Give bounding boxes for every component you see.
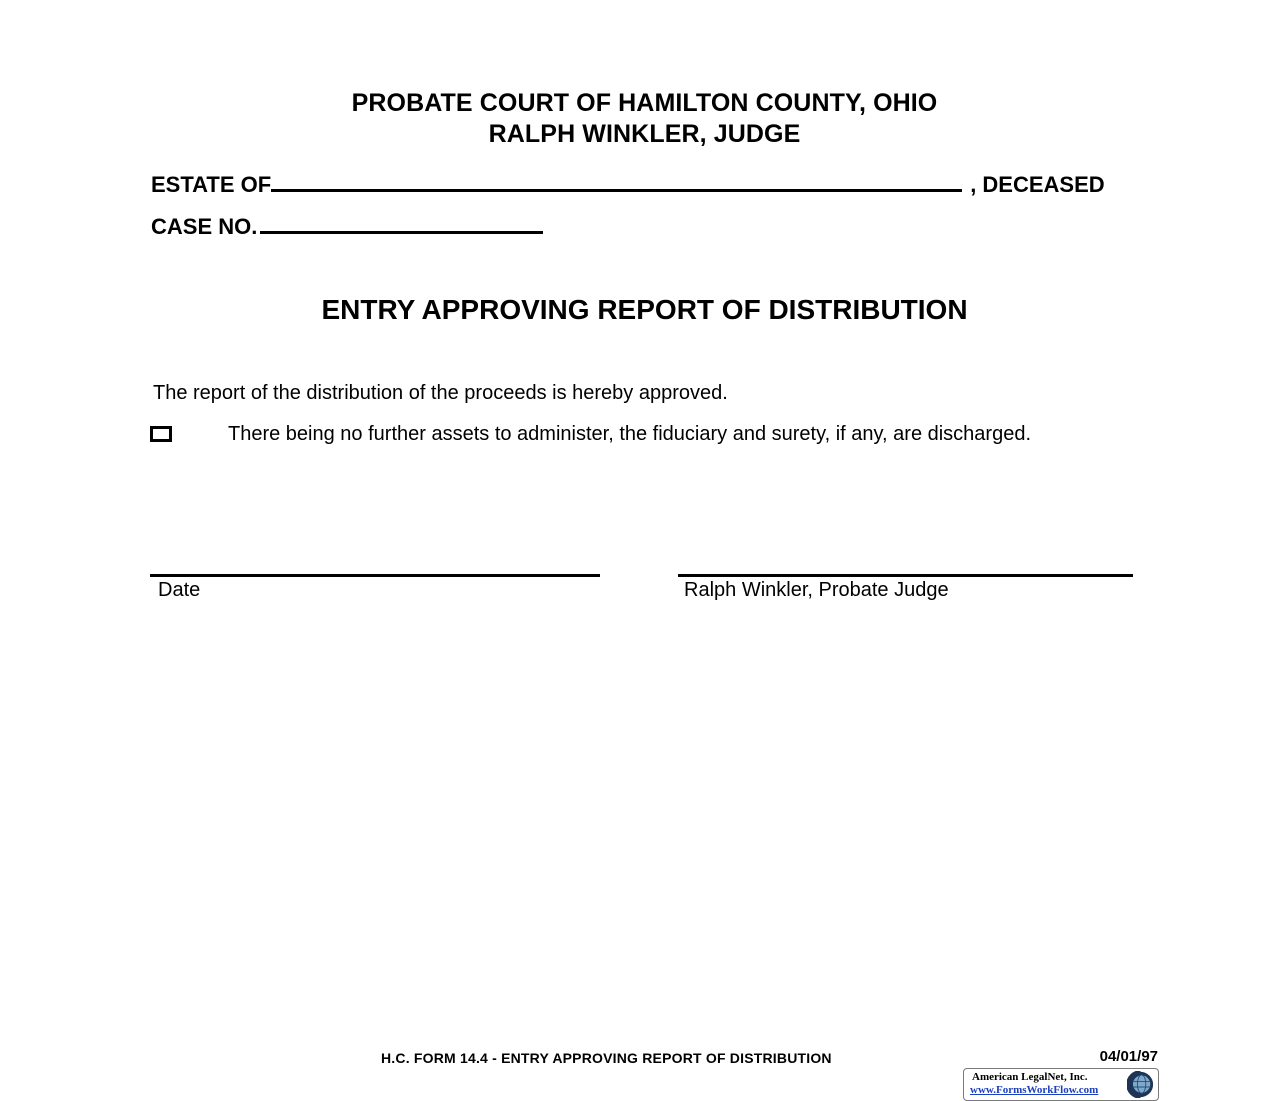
estate-name-field[interactable] xyxy=(271,172,962,192)
page-title: ENTRY APPROVING REPORT OF DISTRIBUTION xyxy=(321,294,968,325)
date-signature-line[interactable] xyxy=(150,574,600,577)
estate-of-label: ESTATE OF xyxy=(151,172,272,197)
discharge-checkbox[interactable] xyxy=(150,426,172,442)
case-number-row xyxy=(151,214,543,240)
footer-revision-date: 04/01/97 xyxy=(1099,1048,1158,1065)
court-name: PROBATE COURT OF HAMILTON COUNTY, OHIO xyxy=(351,89,938,117)
judge-name: RALPH WINKLER, JUDGE xyxy=(488,120,801,148)
globe-icon xyxy=(1127,1071,1154,1098)
discharge-clause-text: There being no further assets to administer, the fiduciary and surety, if any, are discharged. xyxy=(228,423,1032,445)
estate-row xyxy=(151,172,1105,198)
date-label: Date xyxy=(158,579,201,601)
vendor-name: American LegalNet, Inc. xyxy=(972,1071,1088,1083)
court-header xyxy=(0,88,1275,150)
deceased-label: , DECEASED xyxy=(970,172,1105,197)
vendor-badge[interactable] xyxy=(963,1068,1159,1101)
case-number-field[interactable] xyxy=(260,214,543,234)
judge-label: Ralph Winkler, Probate Judge xyxy=(684,579,949,601)
approval-statement: The report of the distribution of the proceeds is hereby approved. xyxy=(153,382,728,404)
vendor-url-link[interactable]: www.FormsWorkFlow.com xyxy=(970,1084,1099,1096)
footer-form-id: H.C. FORM 14.4 - ENTRY APPROVING REPORT OF DISTRIBUTION xyxy=(381,1050,832,1066)
case-no-label: CASE NO. xyxy=(151,214,258,239)
judge-signature-line[interactable] xyxy=(678,574,1133,577)
